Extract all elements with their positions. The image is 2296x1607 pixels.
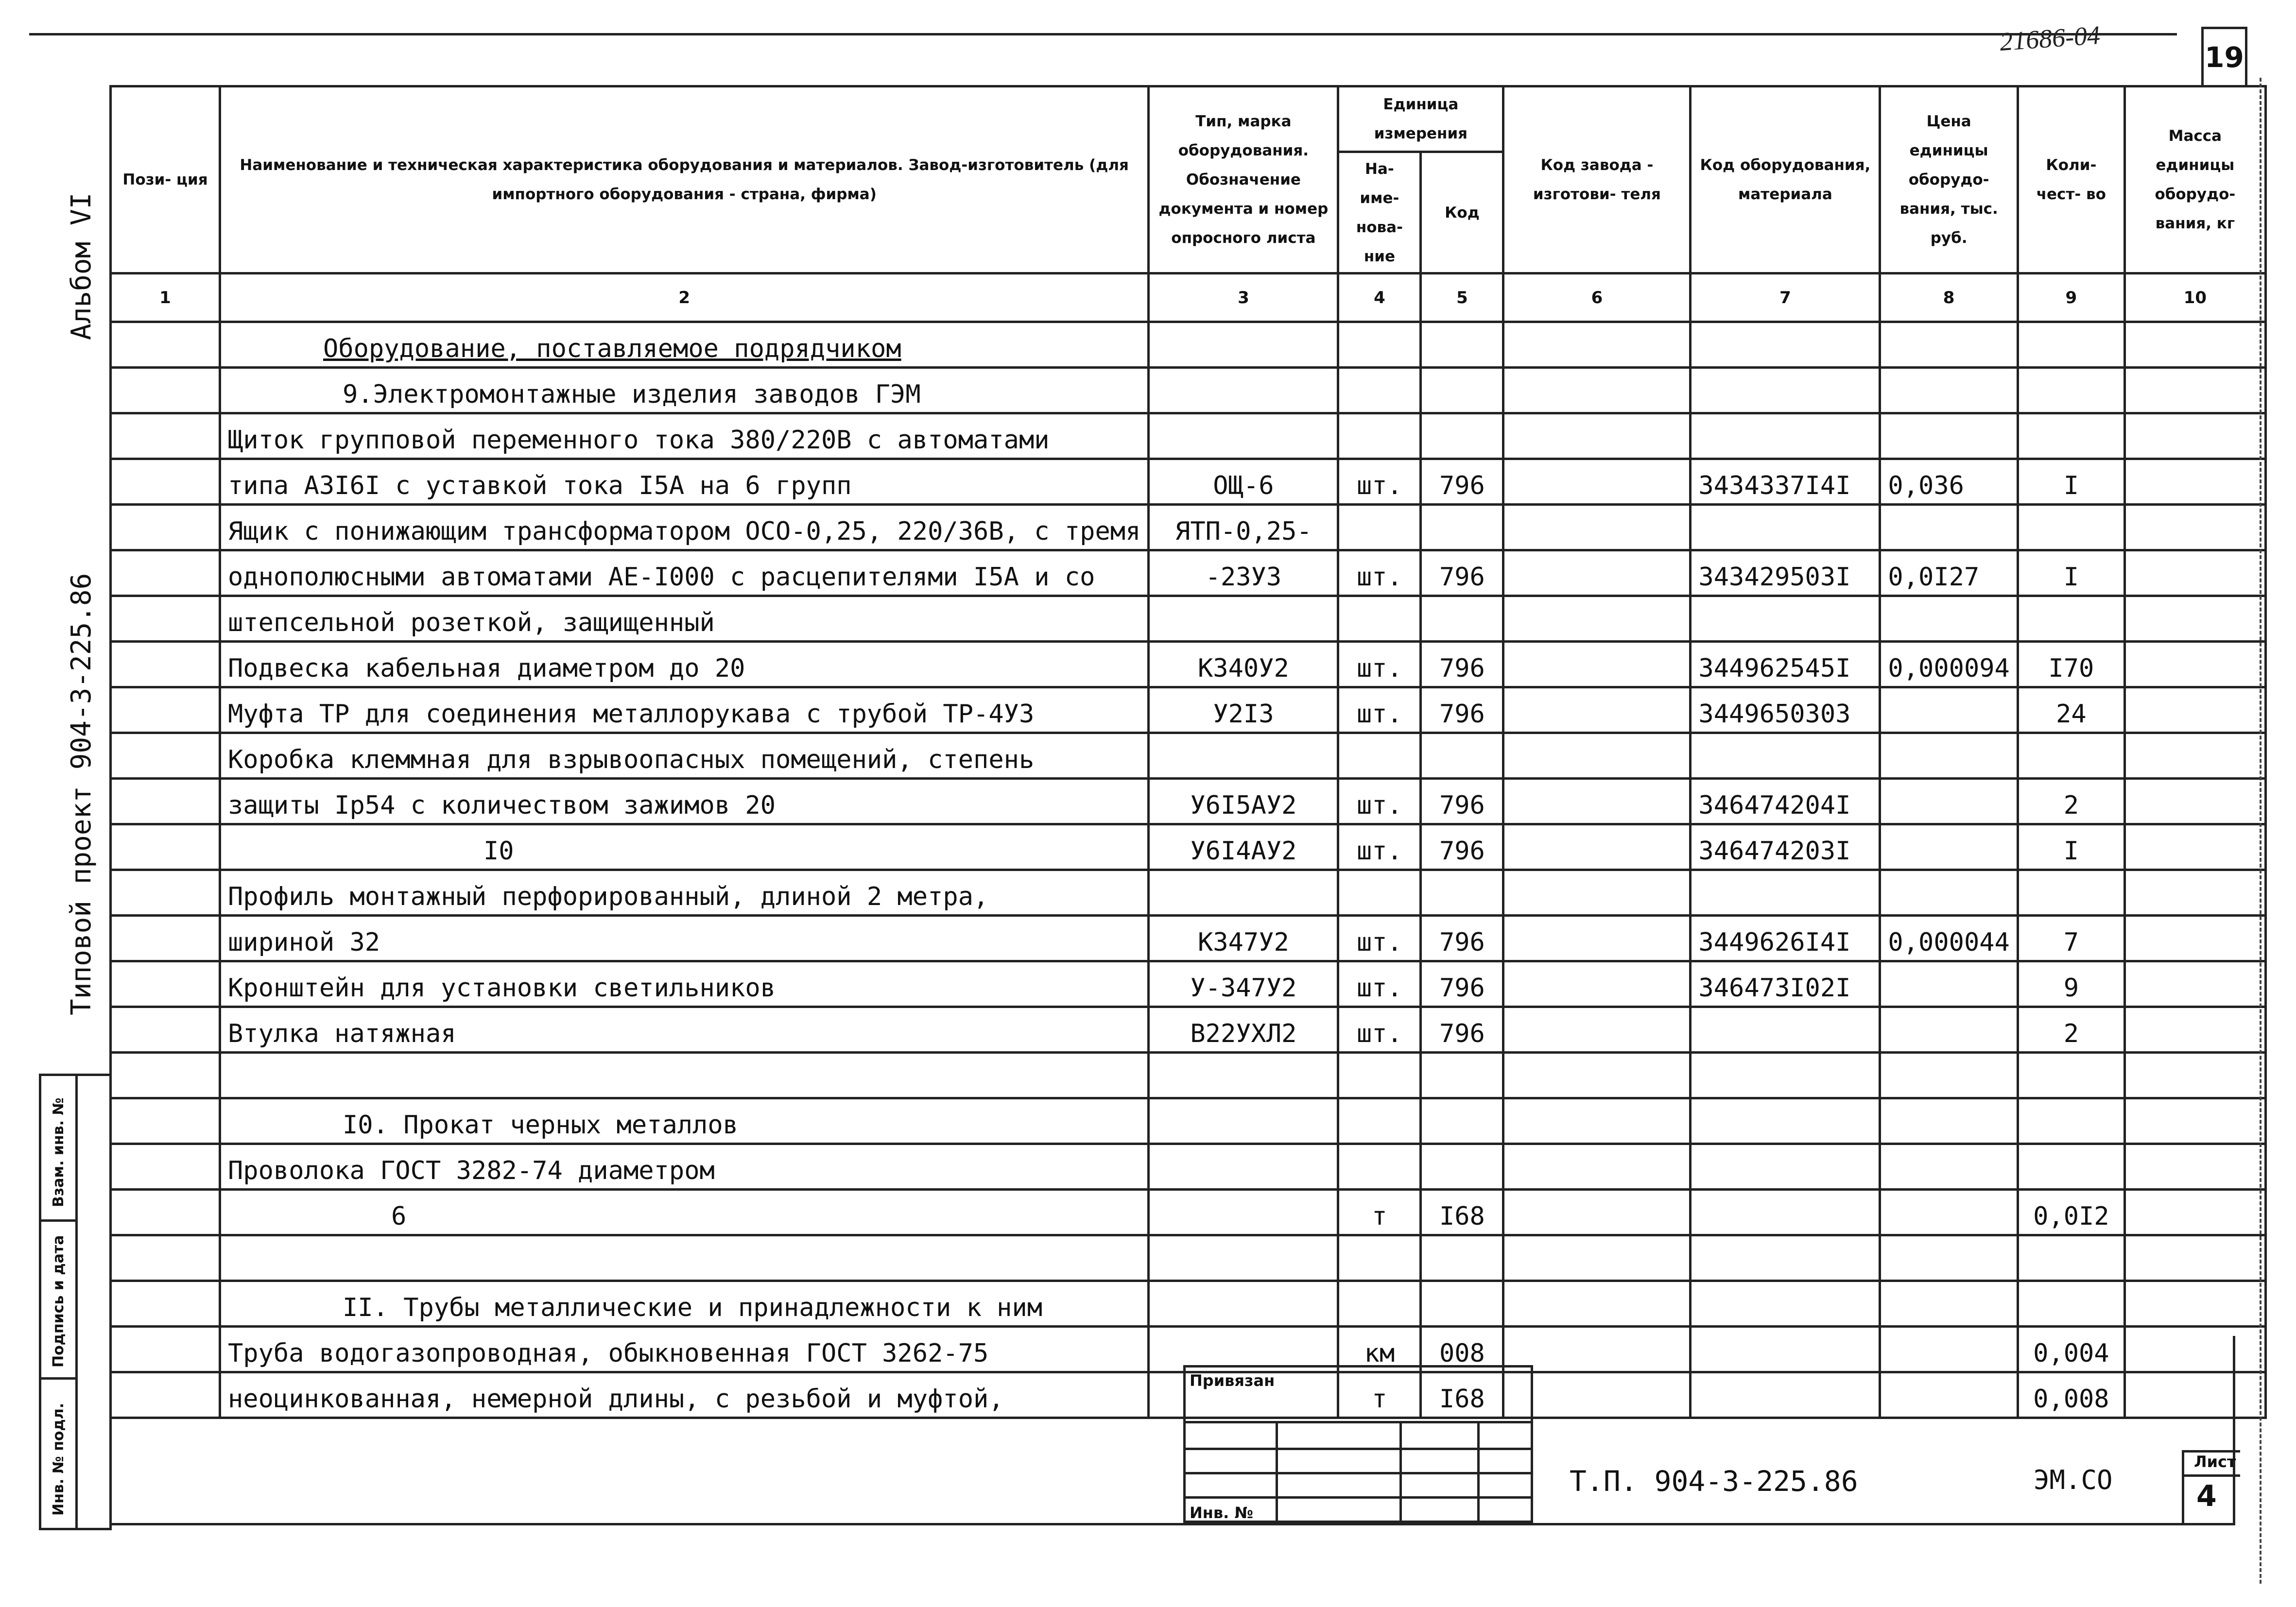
table-cell-col2: Кронштейн для установки светильников xyxy=(220,961,1149,1007)
table-cell-col2: 9.Электромонтажные изделия заводов ГЭМ xyxy=(220,368,1149,413)
table-cell-col2: Втулка натяжная xyxy=(220,1007,1149,1053)
table-cell-col2: однополюсными автоматами АЕ-I000 с расцепителями I5А и со xyxy=(220,550,1149,596)
header-quantity: Коли- чест- во xyxy=(2018,86,2124,274)
table-cell-col9 xyxy=(2018,733,2124,779)
table-cell-col7 xyxy=(1691,596,1880,642)
table-cell-col8 xyxy=(1880,961,2018,1007)
table-cell-col4 xyxy=(1338,1235,1421,1281)
table-cell-col4: шт. xyxy=(1338,779,1421,824)
table-cell-col8 xyxy=(1880,870,2018,916)
table-row xyxy=(111,916,2266,961)
table-cell-col9 xyxy=(2018,322,2124,368)
table-cell-col4 xyxy=(1338,870,1421,916)
header-unit: Единица измерения xyxy=(1338,86,1503,152)
table-cell-col2: Профиль монтажный перфорированный, длиной 2 метра, xyxy=(220,870,1149,916)
colnum: 3 xyxy=(1149,274,1338,322)
table-cell-col9 xyxy=(2018,413,2124,459)
header-row xyxy=(111,86,2266,152)
table-cell-col5: 796 xyxy=(1421,1007,1503,1053)
table-cell-col6 xyxy=(1503,596,1691,642)
binding-stamp xyxy=(1183,1365,1533,1523)
colnum: 6 xyxy=(1503,274,1691,322)
table-cell-col6 xyxy=(1503,550,1691,596)
table-cell-col8 xyxy=(1880,1098,2018,1144)
column-number-row xyxy=(111,274,2266,322)
table-row xyxy=(111,824,2266,870)
colnum: 8 xyxy=(1880,274,2018,322)
table-cell-col3 xyxy=(1149,368,1338,413)
table-cell-col6 xyxy=(1503,1235,1691,1281)
table-cell-col4 xyxy=(1338,368,1421,413)
table-cell-col6 xyxy=(1503,322,1691,368)
table-cell-col9: I xyxy=(2018,459,2124,505)
sheet-label: Лист xyxy=(2194,1453,2236,1471)
table-cell-col2: II. Трубы металлические и принадлежности к ним xyxy=(220,1281,1149,1327)
table-cell-col7 xyxy=(1691,413,1880,459)
table-cell-col3 xyxy=(1149,322,1338,368)
table-cell-col7: 343429503I xyxy=(1691,550,1880,596)
table-cell-col5: 796 xyxy=(1421,459,1503,505)
document-section: ЭМ.СО xyxy=(2034,1465,2113,1495)
table-cell-col8 xyxy=(1880,1144,2018,1190)
binding-label: Привязан xyxy=(1190,1371,1275,1390)
table-cell-col7: 346474203I xyxy=(1691,824,1880,870)
table-cell-col5: 796 xyxy=(1421,550,1503,596)
table-cell-col1 xyxy=(111,550,220,596)
table-row xyxy=(111,870,2266,916)
table-cell-col9 xyxy=(2018,1281,2124,1327)
table-row xyxy=(111,733,2266,779)
table-cell-col6 xyxy=(1503,1190,1691,1235)
table-cell-col8 xyxy=(1880,1235,2018,1281)
table-cell-col3: У2I3 xyxy=(1149,687,1338,733)
table-cell-col4: шт. xyxy=(1338,459,1421,505)
table-cell-col5 xyxy=(1421,1053,1503,1098)
table-cell-col1 xyxy=(111,505,220,550)
table-cell-col10 xyxy=(2124,1144,2265,1190)
table-cell-col10 xyxy=(2124,550,2265,596)
table-row xyxy=(111,1144,2266,1190)
table-cell-col9: I70 xyxy=(2018,642,2124,687)
table-cell-col7: 3449626I4I xyxy=(1691,916,1880,961)
table-cell-col3: У6I4АУ2 xyxy=(1149,824,1338,870)
table-cell-col10 xyxy=(2124,870,2265,916)
table-cell-col10 xyxy=(2124,413,2265,459)
album-label: Альбом VI xyxy=(66,192,97,340)
table-cell-col9: 24 xyxy=(2018,687,2124,733)
table-cell-col2: I0 xyxy=(220,824,1149,870)
archive-code: 21686-04 xyxy=(1999,20,2101,57)
table-cell-col3 xyxy=(1149,733,1338,779)
table-cell-col2: Подвеска кабельная диаметром до 20 xyxy=(220,642,1149,687)
header-factory-code: Код завода - изготови- теля xyxy=(1503,86,1691,274)
table-cell-col9 xyxy=(2018,505,2124,550)
table-cell-col5: 796 xyxy=(1421,961,1503,1007)
table-cell-col8 xyxy=(1880,733,2018,779)
table-cell-col2: Труба водогазопроводная, обыкновенная ГОСТ 3262-75 xyxy=(220,1327,1149,1372)
table-cell-col9: 0,008 xyxy=(2018,1372,2124,1418)
header-equipment-code: Код оборудования, материала xyxy=(1691,86,1880,274)
table-row xyxy=(111,1190,2266,1235)
table-cell-col7 xyxy=(1691,1190,1880,1235)
table-cell-col2: 6 xyxy=(220,1190,1149,1235)
table-cell-col9 xyxy=(2018,1098,2124,1144)
table-cell-col3 xyxy=(1149,870,1338,916)
table-cell-col5 xyxy=(1421,413,1503,459)
stamp-inv-original: Инв. № подл. xyxy=(50,1402,67,1516)
table-cell-col5: 796 xyxy=(1421,687,1503,733)
stamp-signature-date: Подпись и дата xyxy=(50,1235,67,1368)
table-cell-col7 xyxy=(1691,733,1880,779)
right-edge-dashed-line xyxy=(2260,78,2261,1584)
table-cell-col5: 008 xyxy=(1421,1327,1503,1372)
sheet-box xyxy=(2182,1450,2240,1525)
table-cell-col1 xyxy=(111,779,220,824)
table-cell-col9 xyxy=(2018,1235,2124,1281)
table-row xyxy=(111,1007,2266,1053)
table-cell-col2: I0. Прокат черных металлов xyxy=(220,1098,1149,1144)
table-cell-col10 xyxy=(2124,1190,2265,1235)
table-row xyxy=(111,368,2266,413)
table-cell-col8 xyxy=(1880,1281,2018,1327)
table-cell-col5: 796 xyxy=(1421,916,1503,961)
table-cell-col5 xyxy=(1421,870,1503,916)
table-cell-col9 xyxy=(2018,1144,2124,1190)
table-cell-col3 xyxy=(1149,1053,1338,1098)
table-row xyxy=(111,459,2266,505)
colnum: 9 xyxy=(2018,274,2124,322)
table-cell-col1 xyxy=(111,642,220,687)
table-cell-col10 xyxy=(2124,687,2265,733)
table-cell-col5 xyxy=(1421,368,1503,413)
table-cell-col7: 346473I02I xyxy=(1691,961,1880,1007)
table-row xyxy=(111,779,2266,824)
table-cell-col8 xyxy=(1880,596,2018,642)
table-cell-col4: шт. xyxy=(1338,1007,1421,1053)
table-cell-col8 xyxy=(1880,1053,2018,1098)
table-cell-col9: 0,004 xyxy=(2018,1327,2124,1372)
table-cell-col10 xyxy=(2124,1007,2265,1053)
table-cell-col4: шт. xyxy=(1338,824,1421,870)
header-mass: Масса единицы оборудо- вания, кг xyxy=(2124,86,2265,274)
table-cell-col8 xyxy=(1880,505,2018,550)
specification-table xyxy=(109,85,2267,1419)
table-cell-col10 xyxy=(2124,642,2265,687)
table-cell-col2: Ящик с понижающим трансформатором ОСО-0,25, 220/36В, с тремя xyxy=(220,505,1149,550)
table-cell-col7 xyxy=(1691,322,1880,368)
table-cell-col10 xyxy=(2124,368,2265,413)
table-cell-col1 xyxy=(111,1053,220,1098)
table-cell-col5: I68 xyxy=(1421,1190,1503,1235)
table-cell-col1 xyxy=(111,916,220,961)
table-cell-col3 xyxy=(1149,1235,1338,1281)
table-row xyxy=(111,961,2266,1007)
table-cell-col8 xyxy=(1880,1007,2018,1053)
stamp-replace-inv: Взам. инв. № xyxy=(50,1097,67,1207)
table-cell-col10 xyxy=(2124,779,2265,824)
table-cell-col10 xyxy=(2124,733,2265,779)
table-cell-col8: 0,000044 xyxy=(1880,916,2018,961)
table-cell-col2: Коробка клеммная для взрывоопасных помещений, степень xyxy=(220,733,1149,779)
table-row xyxy=(111,687,2266,733)
table-cell-col9: 2 xyxy=(2018,1007,2124,1053)
table-cell-col3 xyxy=(1149,1281,1338,1327)
table-cell-col10 xyxy=(2124,505,2265,550)
table-cell-col2: Проволока ГОСТ 3282-74 диаметром xyxy=(220,1144,1149,1190)
table-cell-col7: 346474204I xyxy=(1691,779,1880,824)
table-cell-col3 xyxy=(1149,596,1338,642)
table-cell-col3 xyxy=(1149,413,1338,459)
table-cell-col1 xyxy=(111,596,220,642)
table-cell-col6 xyxy=(1503,870,1691,916)
table-cell-col3 xyxy=(1149,1098,1338,1144)
table-cell-col9: 2 xyxy=(2018,779,2124,824)
table-cell-col1 xyxy=(111,1235,220,1281)
table-row xyxy=(111,505,2266,550)
table-cell-col3: ЯТП-0,25- xyxy=(1149,505,1338,550)
table-cell-col1 xyxy=(111,1190,220,1235)
top-border-line xyxy=(29,33,2177,35)
table-cell-col1 xyxy=(111,368,220,413)
table-cell-col7 xyxy=(1691,1007,1880,1053)
table-cell-col6 xyxy=(1503,733,1691,779)
table-cell-col5 xyxy=(1421,733,1503,779)
table-cell-col4: шт. xyxy=(1338,961,1421,1007)
table-cell-col7: 3449650303 xyxy=(1691,687,1880,733)
table-row xyxy=(111,596,2266,642)
table-cell-col8: 0,000094 xyxy=(1880,642,2018,687)
table-cell-col6 xyxy=(1503,961,1691,1007)
table-cell-col10 xyxy=(2124,961,2265,1007)
table-cell-col8 xyxy=(1880,413,2018,459)
table-cell-col7 xyxy=(1691,870,1880,916)
table-cell-col4 xyxy=(1338,505,1421,550)
table-cell-col4 xyxy=(1338,1098,1421,1144)
table-cell-col4: шт. xyxy=(1338,687,1421,733)
header-name: Наименование и техническая характеристика оборудования и материалов. Завод-изготовитель (для импортного оборудования - страна, фирма) xyxy=(220,86,1149,274)
table-cell-col6 xyxy=(1503,1098,1691,1144)
table-cell-col1 xyxy=(111,459,220,505)
table-cell-col1 xyxy=(111,687,220,733)
table-cell-col7: 3434337I4I xyxy=(1691,459,1880,505)
table-cell-col4: шт. xyxy=(1338,550,1421,596)
table-cell-col7 xyxy=(1691,1144,1880,1190)
page-number-box: 19 xyxy=(2201,27,2247,87)
table-cell-col5 xyxy=(1421,505,1503,550)
table-row xyxy=(111,1053,2266,1098)
header-type: Тип, марка оборудования. Обозначение документа и номер опросного листа xyxy=(1149,86,1338,274)
table-cell-col9: 9 xyxy=(2018,961,2124,1007)
table-cell-col2: типа АЗI6I с уставкой тока I5А на 6 групп xyxy=(220,459,1149,505)
table-cell-col3: К340У2 xyxy=(1149,642,1338,687)
table-row xyxy=(111,642,2266,687)
table-cell-col5: 796 xyxy=(1421,642,1503,687)
table-cell-col3: В22УХЛ2 xyxy=(1149,1007,1338,1053)
table-cell-col5 xyxy=(1421,1098,1503,1144)
sheet-number: 4 xyxy=(2196,1479,2217,1513)
table-cell-col1 xyxy=(111,870,220,916)
table-cell-col3: У6I5АУ2 xyxy=(1149,779,1338,824)
table-cell-col5: I68 xyxy=(1421,1372,1503,1418)
table-cell-col1 xyxy=(111,1098,220,1144)
table-cell-col7 xyxy=(1691,1098,1880,1144)
table-cell-col6 xyxy=(1503,687,1691,733)
table-cell-col3: ОЩ-6 xyxy=(1149,459,1338,505)
colnum: 10 xyxy=(2124,274,2265,322)
table-row xyxy=(111,1235,2266,1281)
table-cell-col9: I xyxy=(2018,824,2124,870)
table-cell-col7 xyxy=(1691,1281,1880,1327)
table-cell-col5 xyxy=(1421,1235,1503,1281)
table-cell-col3 xyxy=(1149,1144,1338,1190)
table-cell-col1 xyxy=(111,1281,220,1327)
table-cell-col6 xyxy=(1503,1053,1691,1098)
table-cell-col8 xyxy=(1880,779,2018,824)
table-cell-col6 xyxy=(1503,1281,1691,1327)
table-cell-col1 xyxy=(111,1007,220,1053)
table-cell-col3 xyxy=(1149,1190,1338,1235)
table-cell-col5 xyxy=(1421,1144,1503,1190)
table-cell-col10 xyxy=(2124,459,2265,505)
stamp-column xyxy=(39,1074,112,1530)
table-cell-col9: 0,0I2 xyxy=(2018,1190,2124,1235)
table-cell-col8 xyxy=(1880,322,2018,368)
table-cell-col1 xyxy=(111,733,220,779)
table-cell-col5 xyxy=(1421,1281,1503,1327)
table-cell-col10 xyxy=(2124,596,2265,642)
title-block xyxy=(109,1336,2235,1525)
table-cell-col3: У-347У2 xyxy=(1149,961,1338,1007)
table-cell-col4 xyxy=(1338,1281,1421,1327)
header-position: Пози- ция xyxy=(111,86,220,274)
table-cell-col4: км xyxy=(1338,1327,1421,1372)
document-number: Т.П. 904-3-225.86 xyxy=(1570,1465,1858,1498)
project-label: Типовой проект 904-3-225.86 xyxy=(66,573,97,1015)
colnum: 5 xyxy=(1421,274,1503,322)
table-cell-col5: 796 xyxy=(1421,779,1503,824)
table-cell-col5 xyxy=(1421,322,1503,368)
table-cell-col8 xyxy=(1880,824,2018,870)
header-unit-name: На- име- нова- ние xyxy=(1338,152,1421,274)
table-cell-col1 xyxy=(111,961,220,1007)
table-cell-col4: т xyxy=(1338,1190,1421,1235)
table-cell-col6 xyxy=(1503,779,1691,824)
table-row xyxy=(111,1281,2266,1327)
table-cell-col4 xyxy=(1338,1144,1421,1190)
table-cell-col2: Щиток групповой переменного тока 380/220В с автоматами xyxy=(220,413,1149,459)
table-cell-col1 xyxy=(111,413,220,459)
table-cell-col8 xyxy=(1880,368,2018,413)
table-cell-col4: шт. xyxy=(1338,916,1421,961)
table-cell-col9: 7 xyxy=(2018,916,2124,961)
table-row xyxy=(111,550,2266,596)
table-row xyxy=(111,322,2266,368)
table-cell-col10 xyxy=(2124,322,2265,368)
table-cell-col7 xyxy=(1691,505,1880,550)
table-cell-col4 xyxy=(1338,596,1421,642)
table-cell-col4 xyxy=(1338,733,1421,779)
table-cell-col6 xyxy=(1503,368,1691,413)
colnum: 2 xyxy=(220,274,1149,322)
table-row xyxy=(111,1098,2266,1144)
table-cell-col7 xyxy=(1691,1053,1880,1098)
table-cell-col10 xyxy=(2124,1053,2265,1098)
table-cell-col6 xyxy=(1503,413,1691,459)
table-cell-col2: штепсельной розеткой, защищенный xyxy=(220,596,1149,642)
table-cell-col4: шт. xyxy=(1338,642,1421,687)
table-cell-col6 xyxy=(1503,916,1691,961)
header-price: Цена единицы оборудо- вания, тыс. руб. xyxy=(1880,86,2018,274)
table-cell-col6 xyxy=(1503,642,1691,687)
table-cell-col3: -23У3 xyxy=(1149,550,1338,596)
table-cell-col1 xyxy=(111,824,220,870)
table-cell-col8: 0,036 xyxy=(1880,459,2018,505)
table-cell-col6 xyxy=(1503,1144,1691,1190)
table-cell-col2 xyxy=(220,1235,1149,1281)
table-cell-col6 xyxy=(1503,505,1691,550)
table-cell-col7: 344962545I xyxy=(1691,642,1880,687)
table-cell-col8 xyxy=(1880,687,2018,733)
header-unit-code: Код xyxy=(1421,152,1503,274)
colnum: 7 xyxy=(1691,274,1880,322)
table-cell-col9 xyxy=(2018,368,2124,413)
table-cell-col6 xyxy=(1503,824,1691,870)
table-cell-col7 xyxy=(1691,1235,1880,1281)
table-cell-col3: К347У2 xyxy=(1149,916,1338,961)
table-cell-col1 xyxy=(111,322,220,368)
table-row xyxy=(111,413,2266,459)
table-cell-col6 xyxy=(1503,1007,1691,1053)
table-cell-col10 xyxy=(2124,1098,2265,1144)
table-cell-col2: Муфта ТР для соединения металлорукава с трубой ТР-4У3 xyxy=(220,687,1149,733)
table-cell-col9 xyxy=(2018,1053,2124,1098)
table-cell-col10 xyxy=(2124,916,2265,961)
table-cell-col5 xyxy=(1421,596,1503,642)
inventory-label: Инв. № xyxy=(1190,1504,1253,1522)
table-cell-col2 xyxy=(220,1053,1149,1098)
colnum: 1 xyxy=(111,274,220,322)
table-cell-col9 xyxy=(2018,596,2124,642)
table-cell-col9: I xyxy=(2018,550,2124,596)
table-cell-col7 xyxy=(1691,368,1880,413)
table-cell-col2: неоцинкованная, немерной длины, с резьбой и муфтой, xyxy=(220,1372,1149,1418)
table-cell-col5: 796 xyxy=(1421,824,1503,870)
table-cell-col2: защиты Ip54 с количеством зажимов 20 xyxy=(220,779,1149,824)
table-cell-col9 xyxy=(2018,870,2124,916)
table-cell-col8 xyxy=(1880,1190,2018,1235)
table-cell-col8: 0,0I27 xyxy=(1880,550,2018,596)
table-cell-col2: шириной 32 xyxy=(220,916,1149,961)
colnum: 4 xyxy=(1338,274,1421,322)
table-cell-col6 xyxy=(1503,459,1691,505)
table-cell-col10 xyxy=(2124,1281,2265,1327)
table-cell-col4 xyxy=(1338,1053,1421,1098)
table-cell-col4 xyxy=(1338,413,1421,459)
table-cell-col1 xyxy=(111,1144,220,1190)
table-cell-col10 xyxy=(2124,824,2265,870)
table-cell-col4 xyxy=(1338,322,1421,368)
table-cell-col10 xyxy=(2124,1235,2265,1281)
table-cell-col2: Оборудование, поставляемое подрядчиком xyxy=(220,322,1149,368)
table-cell-col4: т xyxy=(1338,1372,1421,1418)
